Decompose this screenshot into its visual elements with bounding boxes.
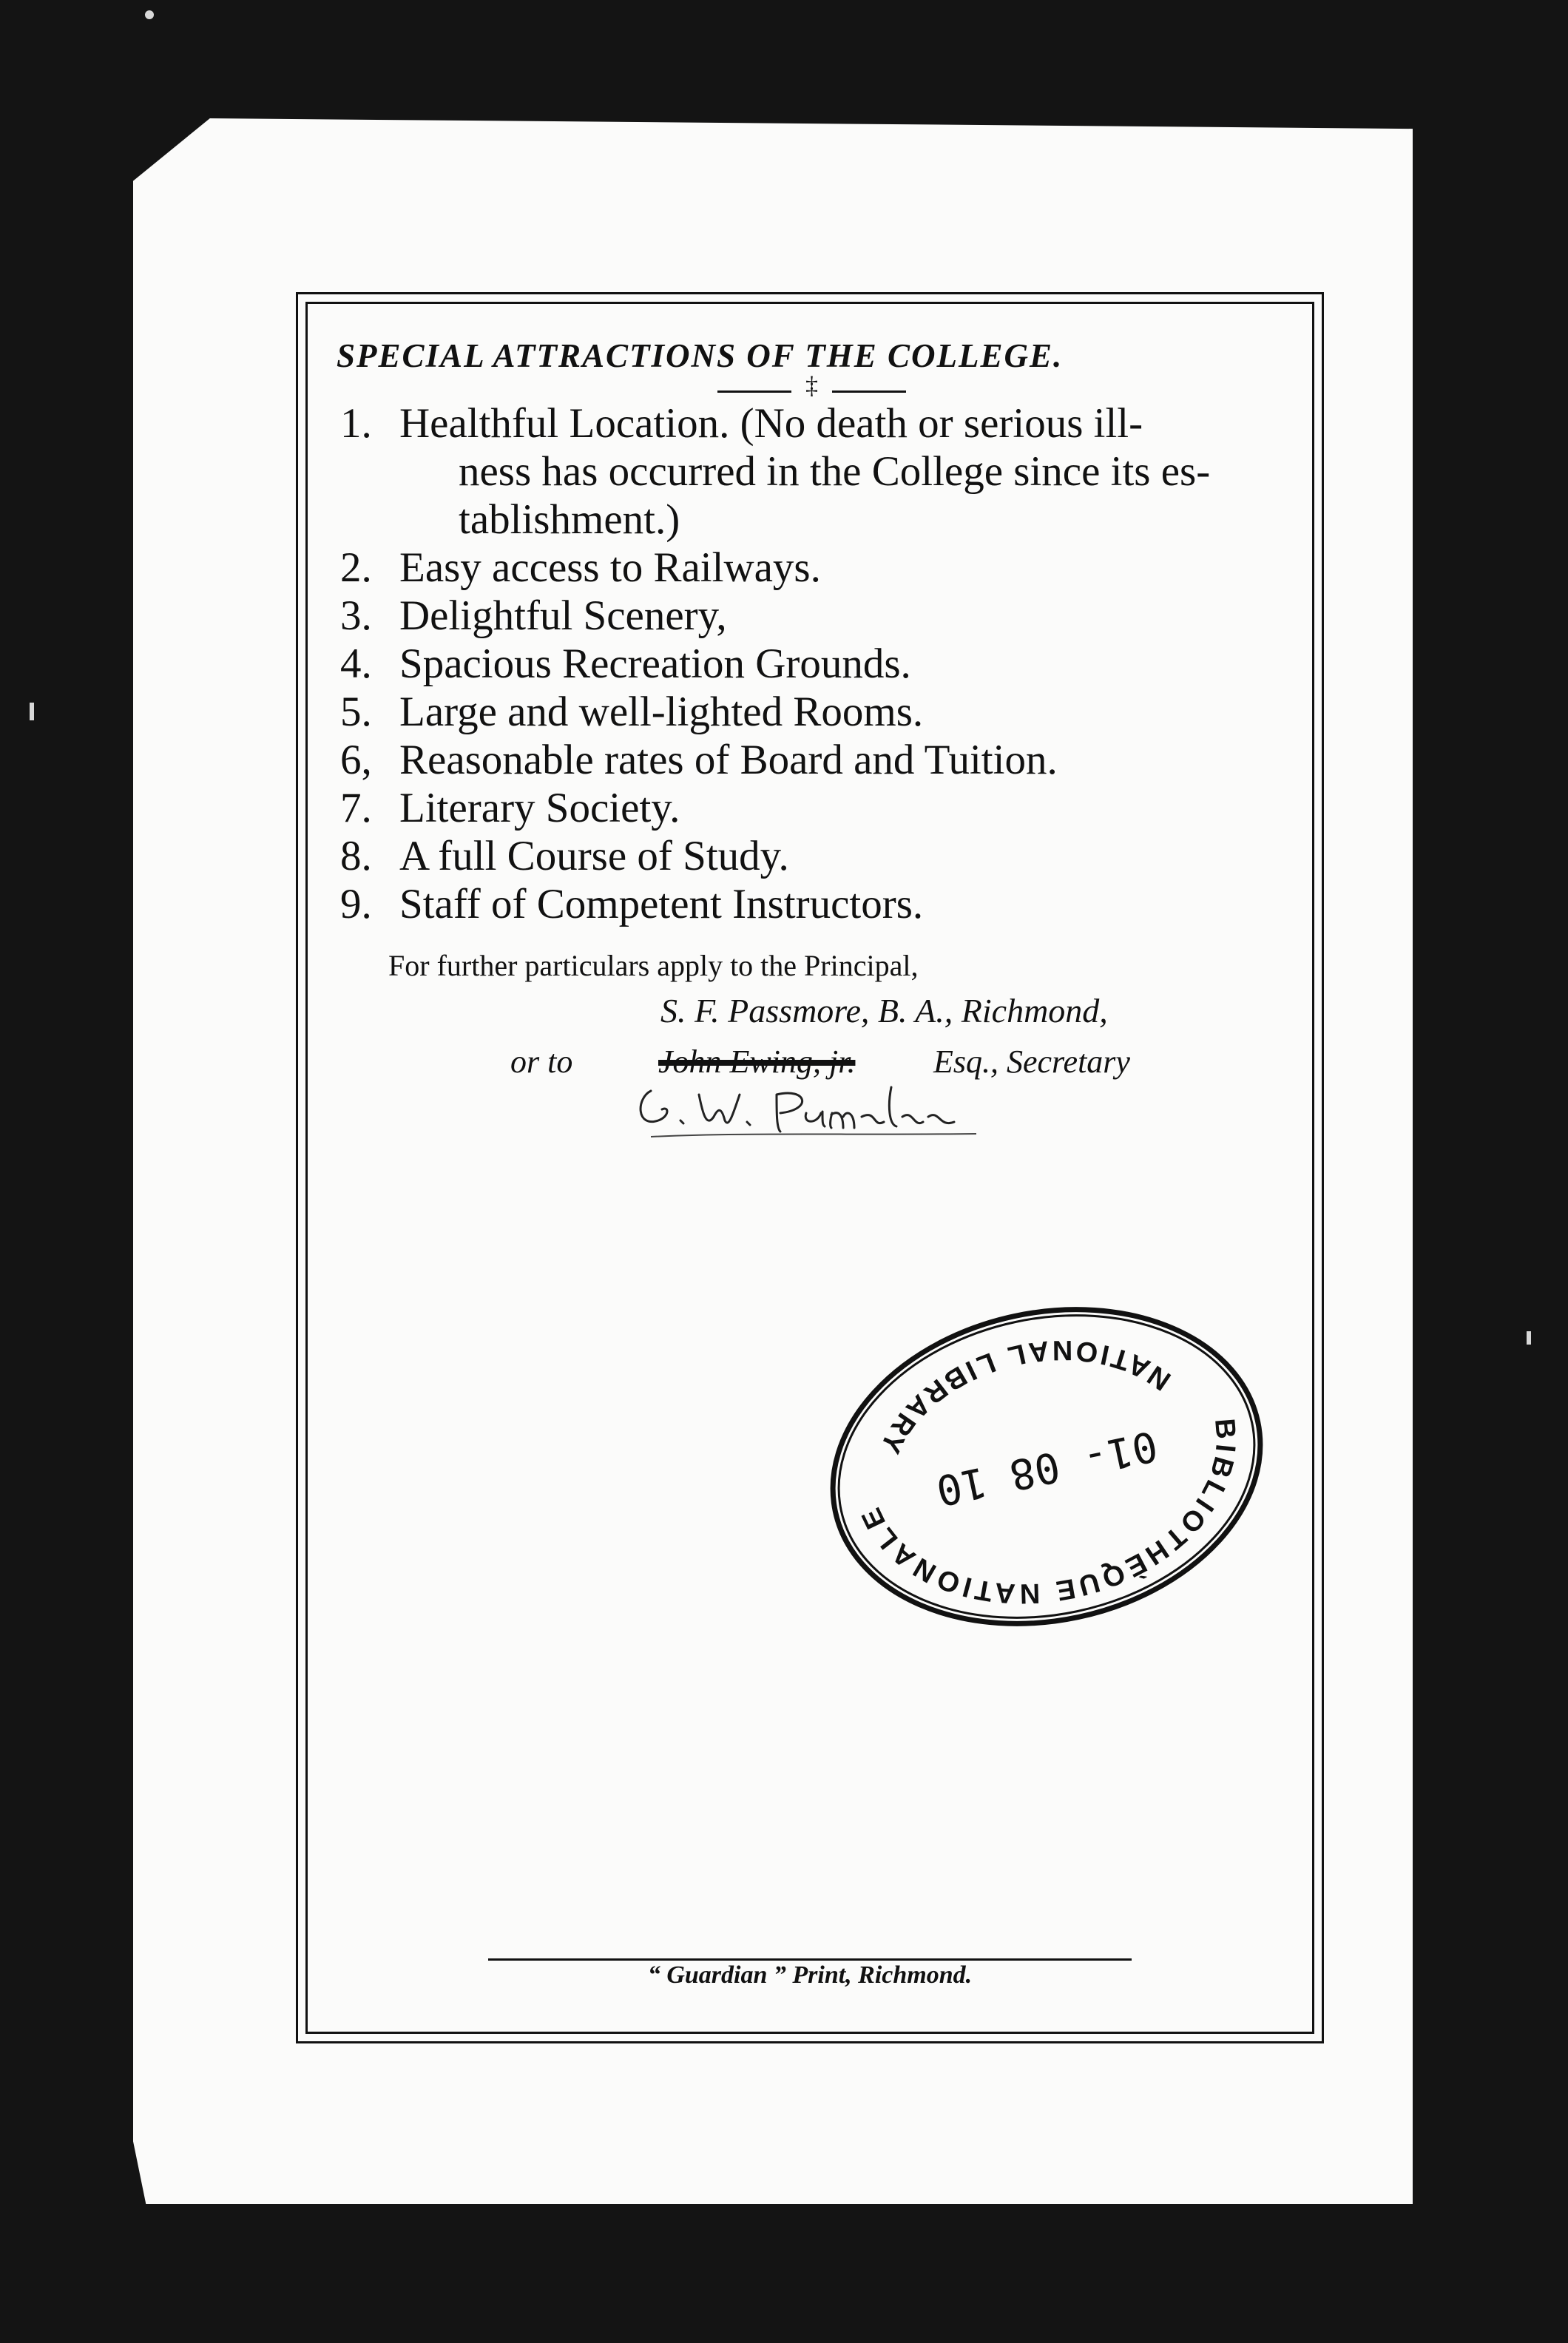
handwritten-signature <box>629 1076 984 1143</box>
item-text: Spacious Recreation Grounds. <box>399 640 911 687</box>
list-item <box>340 592 1302 640</box>
further-particulars: For further particulars apply to the Principal, <box>388 949 919 982</box>
item-number: 3. <box>340 592 372 639</box>
item-number: 2. <box>340 544 372 591</box>
printer-imprint: “ Guardian ” Print, Richmond. <box>647 1961 973 1989</box>
item-text: Literary Society. <box>399 785 680 831</box>
item-number: 7. <box>340 785 372 831</box>
item-number: 4. <box>340 640 372 687</box>
ornament-glyph: ‡ <box>805 372 818 399</box>
item-text: Large and well-lighted Rooms. <box>399 689 924 735</box>
list-item <box>340 880 1302 928</box>
item-text: Staff of Competent Instructors. <box>399 881 924 927</box>
or-to-label: or to <box>510 1044 573 1080</box>
principal-name: S. F. Passmore, B. A., Richmond, <box>660 992 1108 1030</box>
list-item <box>340 447 1302 496</box>
item-text: tablishment.) <box>459 496 680 543</box>
item-number: 1. <box>340 400 372 447</box>
list-item <box>340 784 1302 832</box>
list-item <box>340 399 1302 447</box>
stamp-bottom-text: NATIONAL LIBRARY <box>872 1334 1177 1462</box>
dust-speck <box>145 10 154 19</box>
item-number: 9. <box>340 881 372 927</box>
item-text: Reasonable rates of Board and Tuition. <box>399 737 1058 783</box>
list-item <box>340 496 1302 544</box>
dust-speck <box>1527 1331 1531 1345</box>
item-text: Easy access to Railways. <box>399 544 821 591</box>
footer-rule <box>488 1958 1132 1961</box>
item-text: Delightful Scenery, <box>399 592 727 639</box>
stamp-top-text: BIBLIOTHÈQUE NATIONALE <box>854 1417 1242 1609</box>
item-text: A full Course of Study. <box>399 833 789 879</box>
page-title: SPECIAL ATTRACTIONS OF THE COLLEGE. <box>337 337 1064 374</box>
list-item <box>340 688 1302 736</box>
item-text: Healthful Location. (No death or serious ill- <box>399 400 1143 447</box>
list-item <box>340 640 1302 688</box>
secretary-title: Esq., Secretary <box>933 1044 1130 1080</box>
item-number <box>340 447 399 496</box>
list-item <box>340 736 1302 784</box>
item-number: 8. <box>340 833 372 879</box>
item-text: ness has occurred in the College since its es- <box>459 448 1211 495</box>
attractions-list <box>340 399 1302 928</box>
stamp-date: 01- 08 10 <box>932 1421 1162 1515</box>
title-ornament <box>717 372 906 402</box>
library-stamp <box>821 1298 1272 1634</box>
item-number: 6, <box>340 737 372 783</box>
list-item <box>340 544 1302 592</box>
dust-speck <box>30 703 34 720</box>
list-item <box>340 832 1302 880</box>
item-number <box>340 496 399 544</box>
item-number: 5. <box>340 689 372 735</box>
struck-secretary-name: John Ewing, jr. <box>658 1044 856 1080</box>
